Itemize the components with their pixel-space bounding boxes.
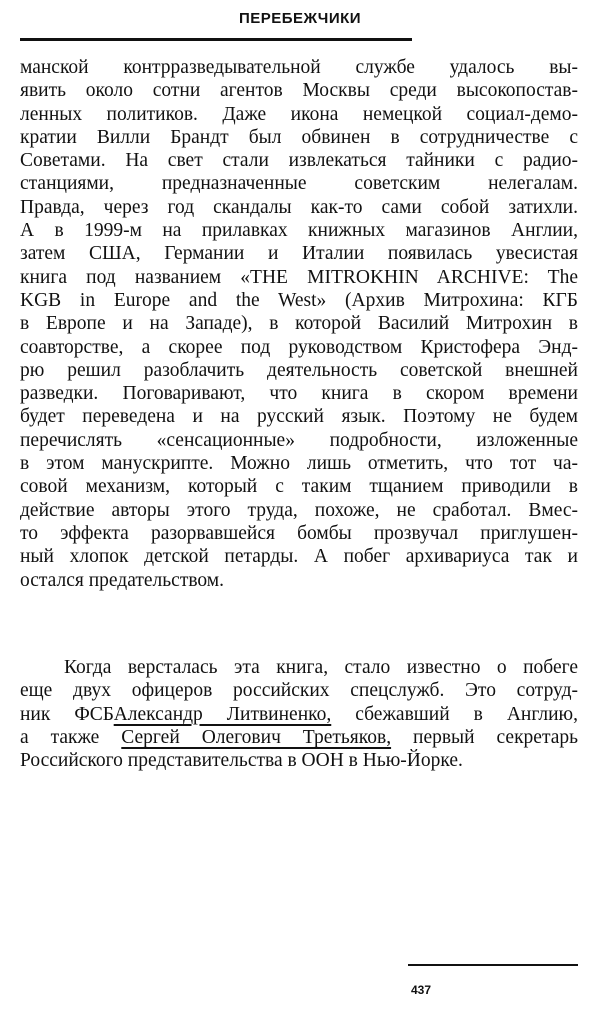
- text-line: [20, 726, 578, 749]
- text-line: KGB in Europe and the West» (Архив Митрохина: КГБ: [20, 289, 578, 311]
- underlined-name-litvinenko: Александр Литвиненко,: [113, 703, 332, 725]
- text-line: ленных политиков. Даже икона немецкой социал-демо-: [20, 103, 578, 125]
- text-line: в этом манускрипте. Можно лишь отметить, что тот ча-: [20, 453, 578, 475]
- text-line: кратии Вилли Брандт был обвинен в сотрудничестве с: [20, 126, 578, 148]
- text-line: Советами. На свет стали извлекаться тайники с радио-: [20, 150, 578, 172]
- text-line: книга под названием «THE MITROKHIN ARCHIVE: The: [20, 266, 578, 288]
- text-line: в Европе и на Западе), в которой Василий Митрохин в: [20, 313, 578, 335]
- text-line: остался предательством.: [20, 569, 225, 591]
- text-fragment: сбежавший в Англию,: [331, 703, 578, 725]
- text-line: будет переведена и на русский язык. Поэтому не будем: [20, 406, 578, 428]
- text-line: то эффекта разорвавшейся бомбы прозвучал приглушен-: [20, 522, 578, 544]
- running-head: ПЕРЕБЕЖЧИКИ: [238, 10, 362, 27]
- text-line: совой механизм, который с таким тщанием приводили в: [20, 476, 578, 498]
- main-paragraph: [20, 56, 578, 592]
- page-number: 437: [410, 983, 432, 997]
- text-fragment: первый секретарь: [391, 726, 579, 748]
- text-line: манской контрразведывательной службе удалось вы-: [20, 57, 578, 78]
- text-line: Когда версталась эта книга, стало известно о побеге: [64, 657, 578, 678]
- footer-rule: [408, 964, 578, 966]
- text-line: А в 1999-м на прилавках книжных магазинов Англии,: [20, 220, 578, 242]
- underlined-name-tretyakov: Сергей Олегович Третьяков,: [121, 726, 392, 748]
- text-line: Правда, через год скандалы как-то сами собой затихли.: [20, 196, 578, 218]
- text-fragment: ник ФСБ: [20, 703, 114, 725]
- text-line: явить около сотни агентов Москвы среди высокопостав-: [20, 80, 578, 102]
- text-line: затем США, Германии и Италии появилась увесистая: [20, 243, 578, 265]
- text-line: ный хлопок детской петарды. А побег архивариуса так и: [20, 546, 578, 568]
- text-line: еще двух офицеров российских спецслужб. Это сотруд-: [20, 680, 578, 702]
- text-line: разведки. Поговаривают, что книга в скором времени: [20, 383, 578, 405]
- text-line: действие авторы этого труда, похоже, не сработал. Вмес-: [20, 499, 578, 521]
- text-line: перечислять «сенсационные» подробности, изложенные: [20, 429, 578, 451]
- text-fragment: а также: [20, 726, 122, 748]
- text-line: Российского представительства в ООН в Нью-Йорке.: [20, 750, 463, 772]
- postscript-paragraph: [20, 656, 578, 772]
- text-line: [20, 703, 578, 726]
- text-line: рю решил разоблачить деятельность советской внешней: [20, 359, 578, 381]
- text-line: станциями, предназначенные советским нелегалам.: [20, 173, 578, 195]
- text-line: соавторстве, а скорее под руководством Кристофера Энд-: [20, 336, 578, 358]
- header-rule: [20, 38, 412, 41]
